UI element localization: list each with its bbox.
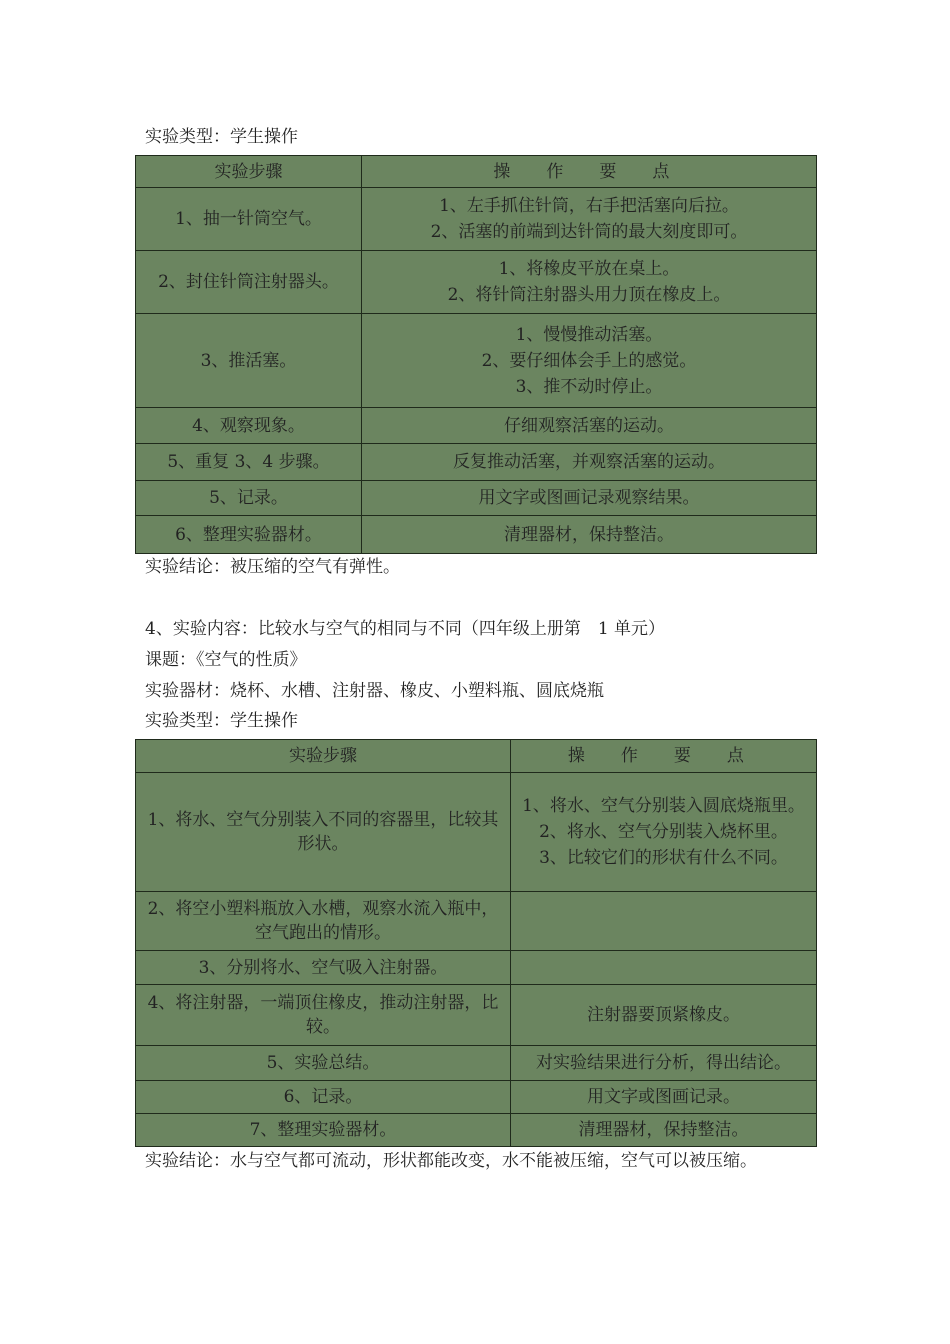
header-steps: 实验步骤 [136,156,362,188]
experiment-conclusion-line: 实验结论：水与空气都可流动，形状都能改变，水不能被压缩，空气可以被压缩。 [145,1151,757,1171]
points-cell-empty [511,892,817,951]
points-cell: 清理器材，保持整洁。 [511,1114,817,1147]
step-cell: 5、重复 3、4 步骤。 [136,444,362,481]
table-row [136,773,817,892]
table-header-row [136,156,817,188]
points-cell-empty [511,951,817,985]
point-text: 2、将水、空气分别装入烧杯里。 [539,822,788,842]
step-cell: 6、记录。 [136,1081,511,1114]
experiment-conclusion-line: 实验结论：被压缩的空气有弹性。 [145,557,400,577]
point-text: 2、活塞的前端到达针筒的最大刻度即可。 [430,222,748,242]
table-row [136,314,817,408]
table-row [136,951,817,985]
step-cell: 5、实验总结。 [136,1046,511,1081]
points-cell: 用文字或图画记录。 [511,1081,817,1114]
points-cell: 注射器要顶紧橡皮。 [511,985,817,1046]
steps-table-2 [135,739,817,1147]
points-cell: 反复推动活塞，并观察活塞的运动。 [362,444,817,481]
step-cell: 6、整理实验器材。 [136,516,362,554]
points-cell [511,773,817,892]
header-steps: 实验步骤 [136,740,511,773]
point-text: 3、推不动时停止。 [515,376,663,397]
experiment-content-line: 4、实验内容：比较水与空气的相同与不同（四年级上册第 1 单元） [145,619,666,639]
point-text: 3、比较它们的形状有什么不同。 [539,848,788,868]
points-cell: 仔细观察活塞的运动。 [362,408,817,444]
table-header-row [136,740,817,773]
table-row [136,481,817,516]
point-text: 1、慢慢推动活塞。 [515,324,663,345]
experiment-type-line: 实验类型：学生操作 [145,711,298,731]
table-row [136,444,817,481]
step-cell: 1、抽一针筒空气。 [136,188,362,251]
points-cell [362,314,817,408]
step-cell: 5、记录。 [136,481,362,516]
header-key-points: 操 作 要 点 [362,156,817,188]
points-cell [362,251,817,314]
points-cell [362,188,817,251]
step-cell: 4、观察现象。 [136,408,362,444]
points-cell: 用文字或图画记录观察结果。 [362,481,817,516]
table-row [136,1114,817,1147]
experiment-type-line: 实验类型：学生操作 [145,127,298,147]
point-text: 1、左手抓住针筒，右手把活塞向后拉。 [439,196,739,216]
equipment-line: 实验器材：烧杯、水槽、注射器、橡皮、小塑料瓶、圆底烧瓶 [145,681,604,701]
step-cell: 3、分别将水、空气吸入注射器。 [136,951,511,985]
points-cell: 清理器材，保持整洁。 [362,516,817,554]
table-row [136,251,817,314]
step-cell: 4、将注射器，一端顶住橡皮，推动注射器，比较。 [136,985,511,1046]
table-row [136,408,817,444]
step-cell: 1、将水、空气分别装入不同的容器里，比较其形状。 [136,773,511,892]
header-key-points: 操 作 要 点 [511,740,817,773]
steps-table-1 [135,155,817,554]
step-cell: 2、封住针筒注射器头。 [136,251,362,314]
table-row [136,1046,817,1081]
table-row [136,985,817,1046]
point-text: 1、将橡皮平放在桌上。 [498,259,680,279]
topic-line: 课题：《空气的性质》 [145,650,307,670]
step-cell: 3、推活塞。 [136,314,362,408]
table-row [136,892,817,951]
table-row [136,188,817,251]
step-cell: 2、将空小塑料瓶放入水槽，观察水流入瓶中，空气跑出的情形。 [136,892,511,951]
point-text: 1、将水、空气分别装入圆底烧瓶里。 [522,796,805,816]
table-row [136,1081,817,1114]
point-text: 2、将针筒注射器头用力顶在橡皮上。 [447,285,731,305]
table-row [136,516,817,554]
point-text: 2、要仔细体会手上的感觉。 [481,350,697,371]
points-cell: 对实验结果进行分析，得出结论。 [511,1046,817,1081]
step-cell: 7、整理实验器材。 [136,1114,511,1147]
